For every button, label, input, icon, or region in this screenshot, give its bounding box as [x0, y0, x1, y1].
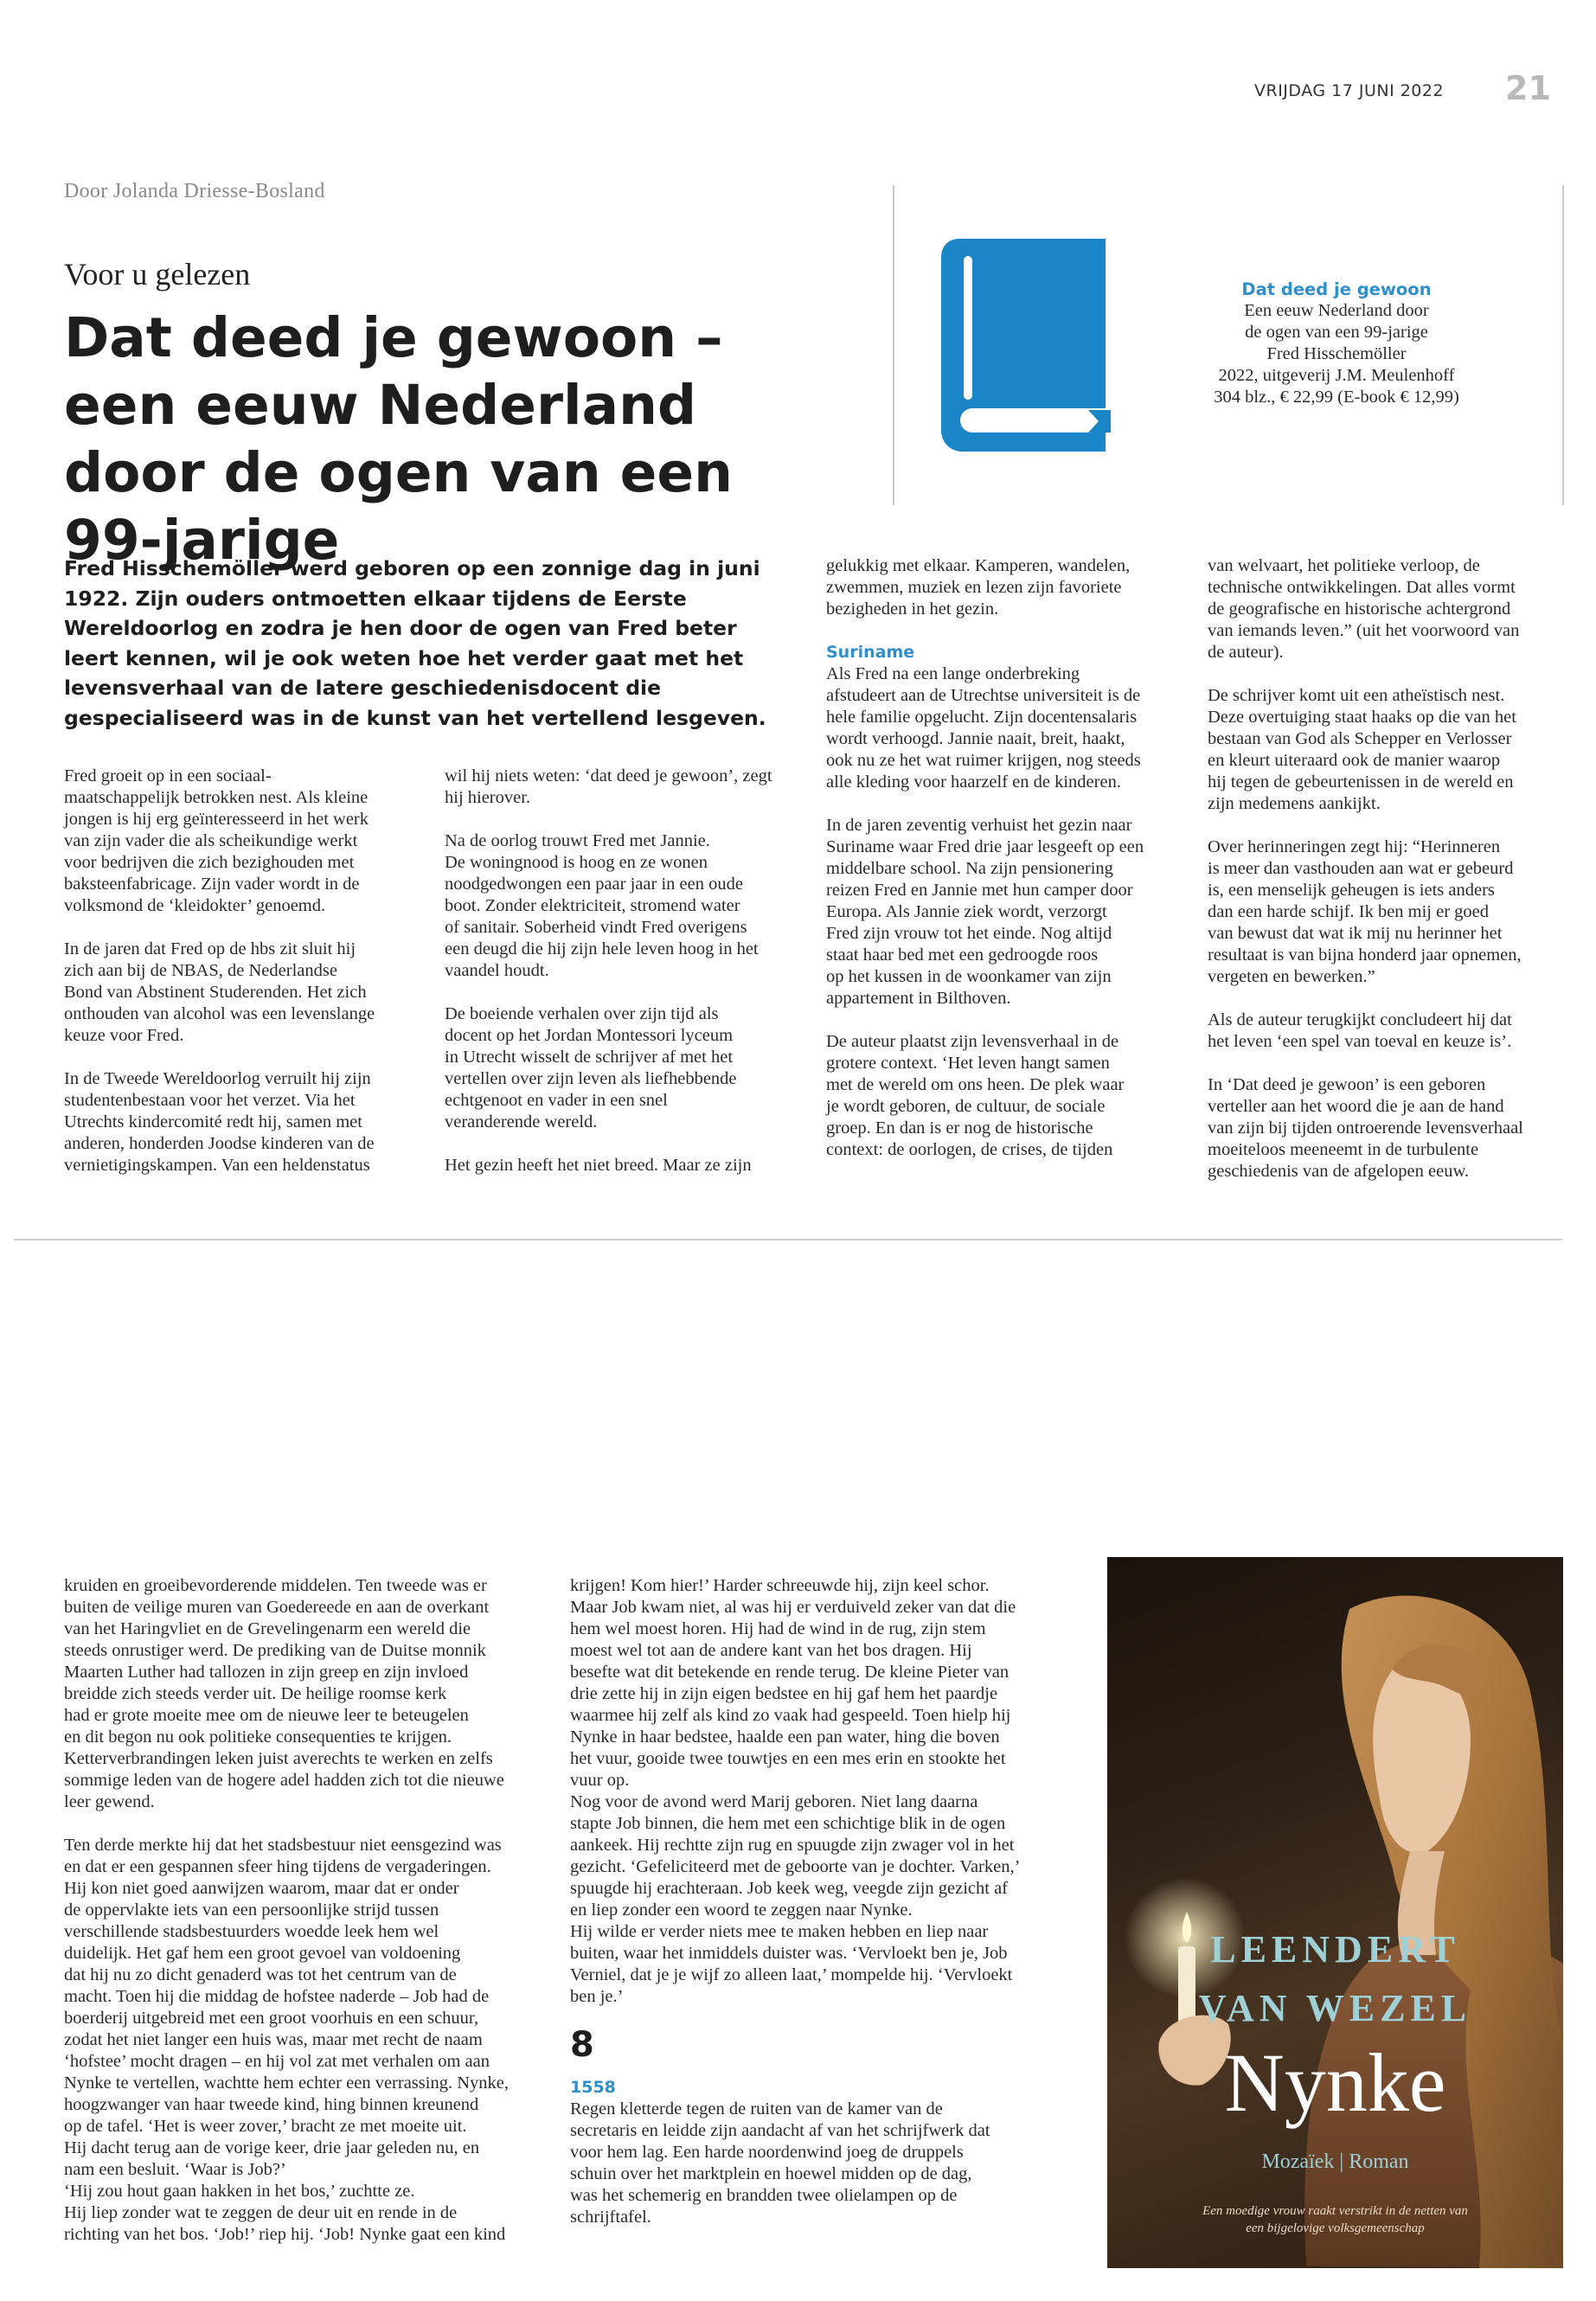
- article-column-3: [826, 555, 1189, 1183]
- kicker: Voor u gelezen: [64, 257, 251, 292]
- article-paragraph: Het gezin heeft het niet breed. Maar ze zijn: [445, 1156, 752, 1175]
- section-divider: [14, 1239, 1562, 1240]
- book-info-author: Fred Hisschemöller: [1266, 344, 1407, 363]
- page-number: 21: [1505, 69, 1551, 107]
- book-icon: [941, 239, 1111, 452]
- article-paragraph: Over herinneringen zegt hij: “Herinneren is meer dan vasthouden aan wat er gebeurd is, een menselijk geheugen is iets anders dan een harde schijf. Ik ben mij er goed van bewust dat wat ik mij nu herinner het resultaat is van bijna honderd jaar opnemen, vergeten en bewerken.”: [1208, 837, 1522, 986]
- serial-paragraph: Ten derde merkte hij dat het stadsbestuur niet eensgezind was en dat er een gespannen sfeer hing tijdens de vergaderingen. Hij kon niet goed aanwijzen waarom, maar dat er onder de oppervlakte iets van een persoonlijke strijd tussen verschillende stadsbestuurders woedde leek hem wel duidelijk. Het gaf hem een groot gevoel van voldoening dat hij nu zo dicht genaderd was tot het centrum van de macht. Toen hij die middag de hofstee naderde – Job had de boerderij uitgebreid met een groot voorhuis en een schuur, zodat het niet langer een huis was, maar met recht de naam ‘hofstee’ mocht dragen – en hij vol zat met verhalen om aan Nynke te vertellen, wachtte hem echter een verrassing. Nynke, hoogzwanger van haar tweede kind, hing binnen kreunend op de tafel. ‘Het is weer zover,’ bracht ze met moeite uit. Hij dacht terug aan de vorige keer, drie jaar geleden nu, en nam een besluit. ‘Waar is Job?’ ‘Hij zou hout gaan hakken in het bos,’ zuchtte ze. Hij liep zonder wat te zeggen de deur uit en rende in de richting van het bos. ‘Job!’ riep hij. ‘Job! Nynke gaat een kind: [64, 1836, 509, 2244]
- book-info-publisher: 2022, uitgeverij J.M. Meulenhoff: [1218, 366, 1455, 385]
- article-paragraph: In de jaren dat Fred op de hbs zit sluit hij zich aan bij de NBAS, de Nederlandse Bond van Abstinent Studerenden. Het zich onthouden van alcohol was een levenslange keuze voor Fred.: [64, 939, 375, 1045]
- serial-column-1: [64, 1575, 566, 2267]
- book-info-subtitle-1: Een eeuw Nederland door: [1244, 301, 1429, 320]
- book-info-title: Dat deed je gewoon: [1241, 279, 1432, 299]
- book-info-price: 304 blz., € 22,99 (E-book € 12,99): [1214, 388, 1459, 407]
- article-paragraph: gelukkig met elkaar. Kamperen, wandelen, zwemmen, muziek en lezen zijn favoriete bezigheden in het gezin.: [826, 556, 1131, 619]
- article-paragraph: In ‘Dat deed je gewoon’ is een geboren verteller aan het woord die je aan de hand van zijn bij tijden ontroerende levensverhaal moeiteloos meeneemt in de turbulente geschiedenis van de afgelopen eeuw.: [1208, 1075, 1523, 1181]
- article-paragraph: Als de auteur terugkijkt concludeert hij dat het leven ‘een spel van toeval en keuze is’.: [1208, 1010, 1512, 1051]
- cover-publisher: Mozaïek | Roman: [1261, 2150, 1409, 2173]
- info-divider-left: [893, 185, 894, 505]
- article-paragraph: Als Fred na een lange onderbreking afstudeert aan de Utrechtse universiteit is de hele familie opgelucht. Zijn docentensalaris wordt verhoogd. Jannie naait, breit, haakt, ook nu ze het wat ruimer krijgen, nog steeds alle kleding voor haarzelf en de kinderen.: [826, 664, 1141, 792]
- chapter-number: 8: [570, 2025, 594, 2065]
- info-divider-right: [1562, 185, 1564, 505]
- article-column-2: [445, 766, 808, 1198]
- cover-tagline-1: Een moedige vrouw raakt verstrikt in de netten van: [1202, 2204, 1468, 2218]
- lead-paragraph: Fred Hisschemöller werd geboren op een zonnige dag in juni 1922. Zijn ouders ontmoetten elkaar tijdens de Eerste Wereldoorlog en zodra je hen door de ogen van Fred beter leert kennen, wil je ook weten hoe het verder gaat met het levensverhaal van de latere geschiedenisdocent die gespecialiseerd was in de kunst van het vertellend lesgeven.: [64, 556, 766, 730]
- article-paragraph: De schrijver komt uit een atheïstisch nest. Deze overtuiging staat haaks op die van het bestaan van God als Schepper en Verlosser en kleurt uiteraard ook de manier waarop hij tegen de gebeurtenissen in de wereld en zijn medemens aankijkt.: [1208, 686, 1516, 813]
- article-paragraph: Na de oorlog trouwt Fred met Jannie. De woningnood is hoog en ze wonen noodgedwongen een paar jaar in een oude boot. Zonder elektriciteit, stromend water of sanitair. Soberheid vindt Fred overigens een deugd die hij zijn hele leven hoog in het vaandel houdt.: [445, 831, 759, 980]
- cover-author-line-2: VAN WEZEL: [1198, 1987, 1472, 2029]
- article-title: Dat deed je gewoon – een eeuw Nederland door de ogen van een 99-jarige: [64, 306, 733, 572]
- article-paragraph: wil hij niets weten: ‘dat deed je gewoon’, zegt hij hierover.: [445, 766, 772, 807]
- article-paragraph: In de jaren zeventig verhuist het gezin naar Suriname waar Fred drie jaar lesgeeft op een middelbare school. Na zijn pensionering reizen Fred en Jannie met hun camper door Europa. Als Jannie ziek wordt, verzorgt Fred zijn vrouw tot het einde. Nog altijd staat haar bed met een gedroogde roos op het kussen in de woonkamer van zijn appartement in Bilthoven.: [826, 816, 1144, 1008]
- article-paragraph: De boeiende verhalen over zijn tijd als docent op het Jordan Montessori lyceum in Utrecht wisselt de schrijver af met het vertellen over zijn leven als liefhebbende echtgenoot en vader in een snel veranderende wereld.: [445, 1004, 737, 1131]
- subhead-suriname: Suriname: [826, 643, 915, 662]
- book-info: [1125, 279, 1548, 408]
- article-paragraph: In de Tweede Wereldoorlog verruilt hij zijn studentenbestaan voor het verzet. Via het Utrechts kindercomité redt hij, samen met anderen, honderden Joodse kinderen van de vernietigingskampen. Van een heldenstatus: [64, 1069, 375, 1175]
- cover-title: Nynke: [1224, 2036, 1446, 2129]
- cover-tagline-2: een bijgelovige volksgemeenschap: [1246, 2221, 1425, 2235]
- article-paragraph: Fred groeit op in een sociaal- maatschappelijk betrokken nest. Als kleine jongen is hij erg geïnteresseerd in het werk van zijn vader die als scheikundige werkt voor bedrijven die zich bezighouden met baksteenfabricage. Zijn vader wordt in de volksmond de ‘kleidokter’ genoemd.: [64, 766, 369, 915]
- book-info-subtitle-2: de ogen van een 99-jarige: [1245, 323, 1428, 342]
- serial-paragraph: kruiden en groeibevorderende middelen. Ten tweede was er buiten de veilige muren van Goedereede en aan de overkant van het Haringvliet en de Grevelingenarm een wereld die steeds onrustiger werd. De prediking van de Duitse monnik Maarten Luther had tallozen in zijn greep en zijn invloed breidde zich steeds verder uit. De heilige roomse kerk had er grote moeite mee om de nieuwe leer te beteugelen en dit begon nu ook politieke consequenties te krijgen. Ketterverbrandingen leken juist averechts te werken en zelfs sommige leden van de hogere adel hadden zich tot die nieuwe leer gewend.: [64, 1576, 504, 1811]
- article-paragraph: van welvaart, het politieke verloop, de technische ontwikkelingen. Dat alles vormt de geografische en historische achtergrond van iemands leven.” (uit het voorwoord van de auteur).: [1208, 556, 1520, 662]
- byline: Door Jolanda Driesse-Bosland: [64, 180, 325, 202]
- book-cover: [1107, 1557, 1563, 2268]
- chapter-year: 1558: [570, 2078, 616, 2097]
- article-paragraph: De auteur plaatst zijn levensverhaal in de grotere context. ‘Het leven hangt samen met de wereld om ons heen. De plek waar je wordt geboren, de cultuur, de sociale groep. En dan is er nog de historische context: de oorlogen, de crises, de tijden: [826, 1032, 1125, 1159]
- serial-paragraph: Regen kletterde tegen de ruiten van de kamer van de secretaris en leidde zijn aandacht af van het schrijfwerk dat voor hem lag. Een harde noordenwind joeg de druppels schuin over het marktplein en hoewel midden op de dag, was het schemerig en brandden twee olielampen op de schrijftafel.: [570, 2099, 990, 2227]
- cover-author-line-1: LEENDERT: [1210, 1928, 1460, 1971]
- article-column-4: [1208, 555, 1571, 1204]
- serial-paragraph: krijgen! Kom hier!’ Harder schreeuwde hij, zijn keel schor. Maar Job kwam niet, al was hij er verduiveld zeker van dat die hem wel moest horen. Hij had de wind in de rug, zijn stem moest wel tot aan de andere kant van het bos dragen. Hij besefte wat dit betekende en rende terug. De kleine Pieter van drie zette hij in zijn eigen bedstee en hij gaf hem het paardje waarmee hij zelf als kind zo vaak had gespeeld. Toen hielp hij Nynke in haar bedstee, haalde een pan water, hing die boven het vuur, gooide twee touwtjes en een mes erin en stookte het vuur op. Nog voor de avond werd Marij geboren. Niet lang daarna stapte Job binnen, die hem met een schichtige blik in de ogen aankeek. Hij rechtte zijn rug en spuugde zijn zwager vol in het gezicht. ‘Gefeliciteerd met de geboorte van je dochter. Varken,’ spuugde hij erachteraan. Job keek weg, veegde zijn gezicht af en liep zonder een woord te zeggen naar Nynke. Hij wilde er verder niets mee te maken hebben en liep naar buiten, waar het inmiddels duister was. ‘Vervloekt ben je, Job Verniel, dat je je wijf zo alleen laat,’ mompelde hij. ‘Vervloekt ben je.’: [570, 1576, 1021, 2006]
- serial-column-2: [570, 1575, 1072, 2250]
- page-date: VRIJDAG 17 JUNI 2022: [1254, 81, 1445, 100]
- article-column-1: [64, 766, 427, 1198]
